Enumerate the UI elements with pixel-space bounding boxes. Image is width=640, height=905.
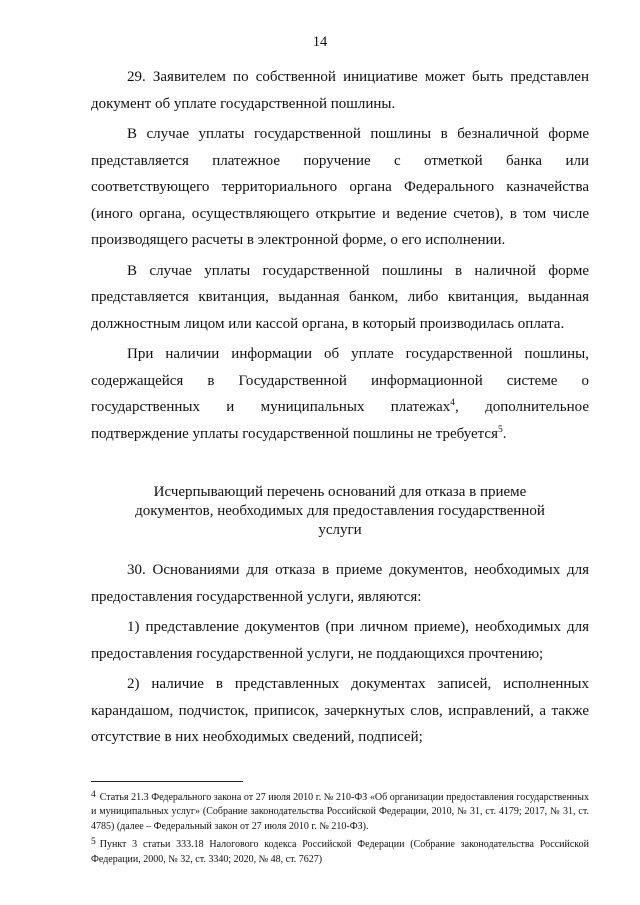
paragraph-30-item-2: 2) наличие в представленных документах записей, исполненных карандашом, подчисток, приписок, зачеркнутых слов, исправлений, а также отсутствие в них необходимых сведений, подписей; <box>91 676 589 745</box>
paragraph-gis-text-2: , дополнительное подтверждение уплаты государственной пошлины не требуется <box>91 399 589 442</box>
footnote-5 <box>91 835 589 867</box>
body-top <box>91 64 589 447</box>
footnote-mark-4: 4 <box>91 790 96 800</box>
body-bottom <box>91 557 589 751</box>
paragraph-gis-payment <box>91 341 589 447</box>
footnote-ref-4[interactable]: 4 <box>450 398 456 408</box>
footnotes <box>91 788 589 867</box>
footnote-4 <box>91 788 589 834</box>
paragraph-cash-payment: В случае уплаты государственной пошлины в наличной форме представляется квитанция, выданная банком, либо квитанция, выданная должностным лицом или кассой органа, в который производилась оплата. <box>91 262 589 332</box>
paragraph-gis-text-1: При наличии информации об уплате государственной пошлины, содержащейся в Государственной информационной системе о государственных и муниципальных платежах <box>91 346 589 415</box>
paragraph-29: 29. Заявителем по собственной инициативе может быть представлен документ об уплате государственной пошлины. <box>91 69 589 112</box>
footnote-ref-5[interactable]: 5 <box>497 424 503 435</box>
paragraph-30-item-1: 1) представление документов (при личном приеме), необходимых для предоставления государственной услуги, не поддающихся прочтению; <box>91 619 589 662</box>
section-heading: Исчерпывающий перечень оснований для отказа в приеме документов, необходимых для предоставления государственной услуги <box>135 484 545 538</box>
footnote-separator <box>91 781 243 782</box>
paragraph-30: 30. Основаниями для отказа в приеме документов, необходимых для предоставления государственной услуги, являются: <box>91 562 589 605</box>
page-number: 14 <box>312 34 328 50</box>
paragraph-gis-text-3: . <box>502 425 507 442</box>
footnote-text-4: Статья 21.3 Федерального закона от 27 июля 2010 г. № 210-ФЗ «Об организации предоставления государственных и муниципальных услуг» (Собрание законодательства Российской Федерации, 2010, № 31, ст. 4179; 2017, № 31, ст. 4785) (далее – Федеральный закон от 27 июля 2010 г. № 210-ФЗ). <box>91 792 589 832</box>
paragraph-cashless-payment: В случае уплаты государственной пошлины в безналичной форме представляется платежное поручение с отметкой банка или соответствующего территориального органа Федерального казначейства (иного органа, осуществляющего открытие и ведение счетов), в том числе производящего расчеты в электронной форме, о его исполнении. <box>91 126 589 248</box>
footnote-text-5: Пункт 3 статьи 333.18 Налогового кодекса Российской Федерации (Собрание законодательства Российской Федерации, 2000, № 32, ст. 3340; 2020, № 48, ст. 7627) <box>91 839 589 865</box>
footnote-mark-5: 5 <box>91 837 96 848</box>
